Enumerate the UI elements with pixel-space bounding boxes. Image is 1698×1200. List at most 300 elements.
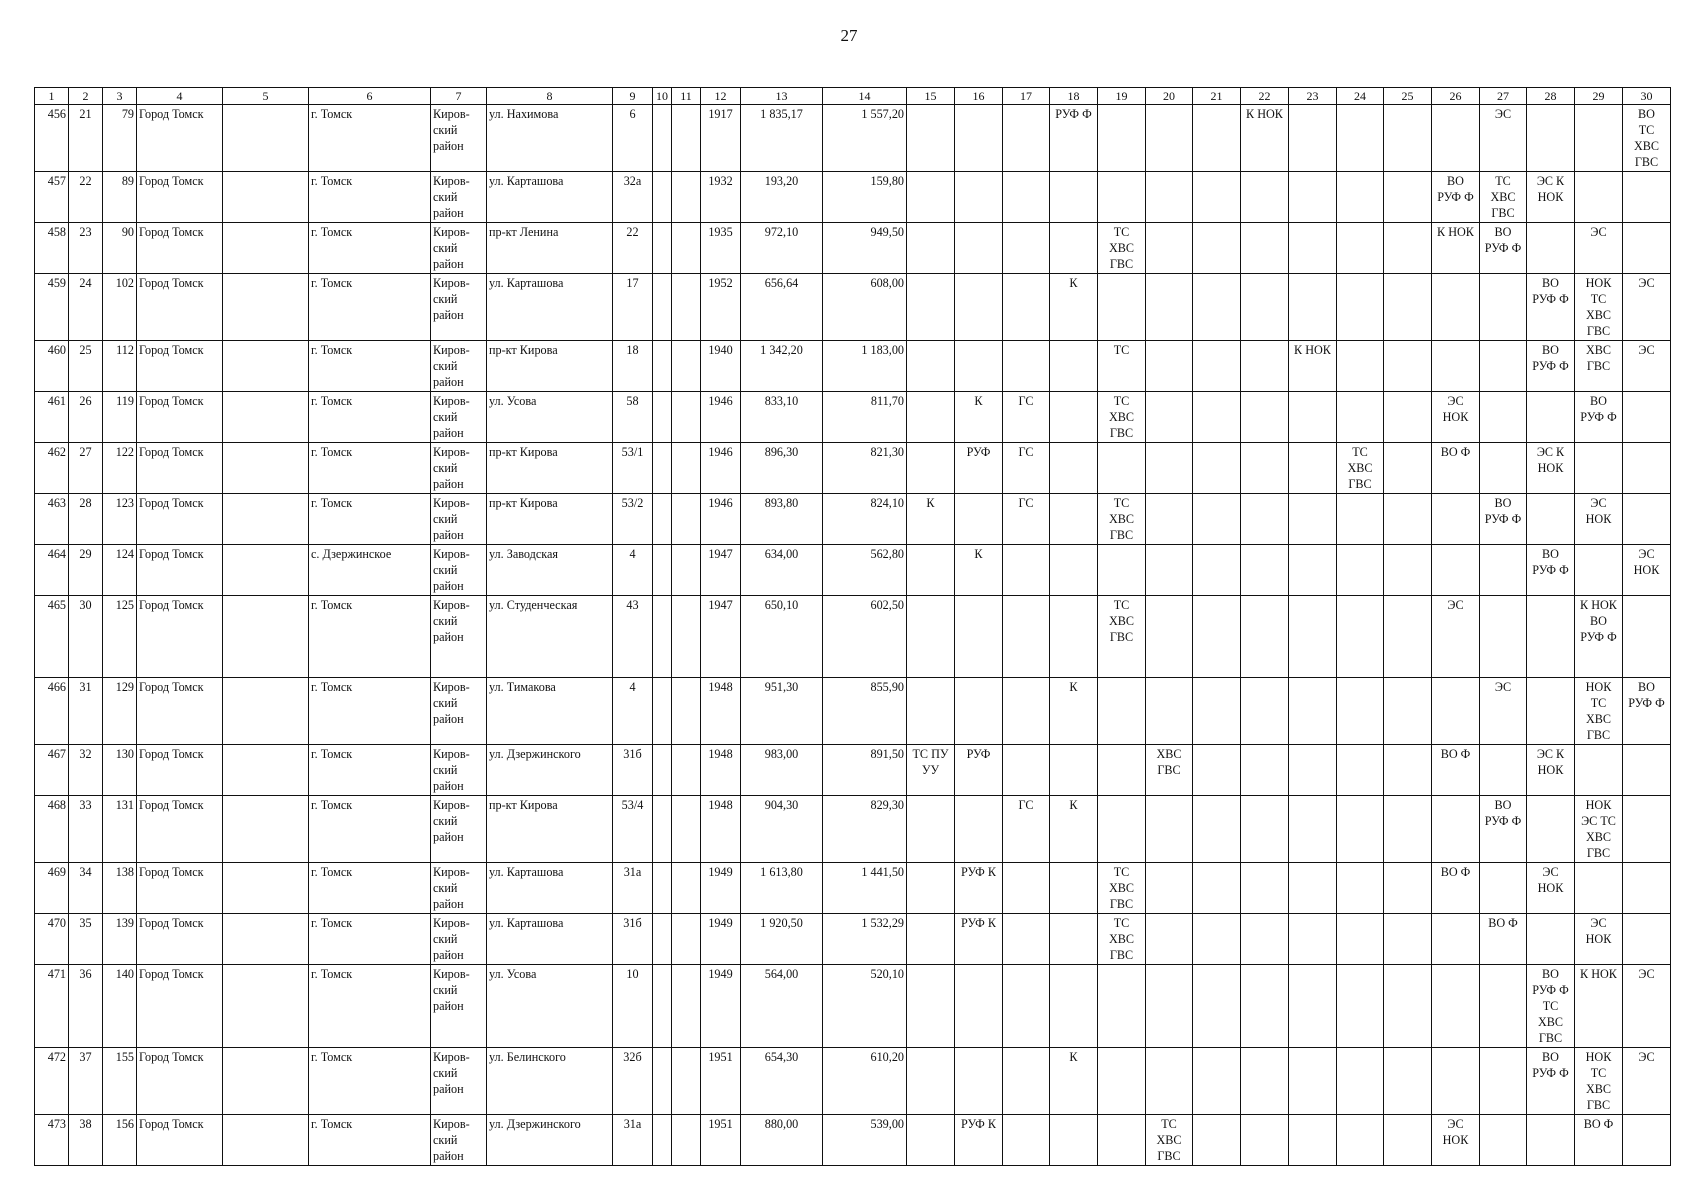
work-col-23-cell [1289,223,1337,274]
work-col-17-cell: ГС [1003,443,1050,494]
work-col-19-cell: ТС ХВС ГВС [1098,914,1146,965]
work-col-23-cell [1289,863,1337,914]
district-cell: Киров- ский район [431,965,487,1048]
municipality-cell: Город Томск [137,914,223,965]
work-col-29-cell [1575,545,1623,596]
work-col-16-cell [955,172,1003,223]
table-row [35,914,1671,965]
work-col-16-cell [955,796,1003,863]
total-area-cell: 1 342,20 [741,341,823,392]
column-number-24: 24 [1337,88,1384,105]
work-col-21-cell [1193,172,1241,223]
work-col-23-cell [1289,596,1337,678]
column-number-10: 10 [653,88,672,105]
work-col-26-cell [1432,1048,1480,1115]
work-col-17-cell [1003,341,1050,392]
build-year-cell: 1946 [701,443,741,494]
col-11-cell [672,914,701,965]
work-col-26-cell [1432,678,1480,745]
work-col-18-cell: К [1050,1048,1098,1115]
work-col-22-cell [1241,796,1289,863]
work-col-26-cell [1432,105,1480,172]
work-col-23-cell [1289,796,1337,863]
work-col-29-cell [1575,863,1623,914]
column-number-1: 1 [35,88,69,105]
work-col-27-cell [1480,863,1527,914]
district-cell: Киров- ский район [431,745,487,796]
work-col-18-cell [1050,965,1098,1048]
sub-number-cell: 31 [69,678,103,745]
work-col-27-cell [1480,1048,1527,1115]
work-col-21-cell [1193,105,1241,172]
settlement-cell: г. Томск [309,1115,431,1166]
work-col-25-cell [1384,274,1432,341]
work-col-20-cell [1146,863,1193,914]
work-col-21-cell [1193,1048,1241,1115]
settlement-cell: г. Томск [309,796,431,863]
col-10-cell [653,678,672,745]
work-col-21-cell [1193,745,1241,796]
work-col-30-cell [1623,745,1671,796]
ref-number-cell: 102 [103,274,137,341]
row-number-cell: 464 [35,545,69,596]
street-cell: ул. Усова [487,392,613,443]
work-col-21-cell [1193,596,1241,678]
settlement-type-cell [223,796,309,863]
living-area-cell: 1 557,20 [823,105,907,172]
work-col-19-cell [1098,274,1146,341]
settlement-cell: с. Дзержинское [309,545,431,596]
table-row [35,745,1671,796]
column-number-20: 20 [1146,88,1193,105]
work-col-30-cell [1623,223,1671,274]
total-area-cell: 564,00 [741,965,823,1048]
column-number-7: 7 [431,88,487,105]
column-number-11: 11 [672,88,701,105]
work-col-20-cell [1146,392,1193,443]
district-cell: Киров- ский район [431,596,487,678]
table-row [35,796,1671,863]
work-col-20-cell [1146,914,1193,965]
house-number-cell: 53/1 [613,443,653,494]
living-area-cell: 1 532,29 [823,914,907,965]
work-col-30-cell: ЭС [1623,965,1671,1048]
house-number-cell: 4 [613,678,653,745]
work-col-27-cell: ЭС [1480,678,1527,745]
work-col-24-cell: ТС ХВС ГВС [1337,443,1384,494]
work-col-30-cell: ЭС [1623,341,1671,392]
col-10-cell [653,172,672,223]
column-number-9: 9 [613,88,653,105]
street-cell: ул. Карташова [487,914,613,965]
settlement-type-cell [223,105,309,172]
col-11-cell [672,223,701,274]
work-col-15-cell [907,965,955,1048]
work-col-20-cell [1146,223,1193,274]
column-number-26: 26 [1432,88,1480,105]
work-col-27-cell: ВО Ф [1480,914,1527,965]
col-11-cell [672,965,701,1048]
work-col-25-cell [1384,494,1432,545]
col-11-cell [672,494,701,545]
work-col-16-cell [955,223,1003,274]
total-area-cell: 983,00 [741,745,823,796]
living-area-cell: 539,00 [823,1115,907,1166]
sub-number-cell: 22 [69,172,103,223]
work-col-17-cell [1003,105,1050,172]
work-col-15-cell [907,274,955,341]
work-col-17-cell [1003,863,1050,914]
living-area-cell: 891,50 [823,745,907,796]
column-number-16: 16 [955,88,1003,105]
work-col-25-cell [1384,965,1432,1048]
work-col-28-cell [1527,914,1575,965]
house-number-cell: 31а [613,1115,653,1166]
col-11-cell [672,1115,701,1166]
work-col-30-cell [1623,172,1671,223]
work-col-30-cell [1623,1115,1671,1166]
settlement-cell: г. Томск [309,274,431,341]
total-area-cell: 904,30 [741,796,823,863]
ref-number-cell: 130 [103,745,137,796]
ref-number-cell: 124 [103,545,137,596]
settlement-cell: г. Томск [309,914,431,965]
work-col-25-cell [1384,545,1432,596]
living-area-cell: 610,20 [823,1048,907,1115]
sub-number-cell: 25 [69,341,103,392]
work-col-21-cell [1193,1115,1241,1166]
district-cell: Киров- ский район [431,443,487,494]
work-col-21-cell [1193,965,1241,1048]
work-col-23-cell [1289,965,1337,1048]
work-col-20-cell [1146,172,1193,223]
work-col-20-cell [1146,678,1193,745]
build-year-cell: 1951 [701,1048,741,1115]
column-number-28: 28 [1527,88,1575,105]
work-col-16-cell [955,596,1003,678]
work-col-21-cell [1193,796,1241,863]
work-col-28-cell: ВО РУФ Ф [1527,341,1575,392]
work-col-17-cell [1003,914,1050,965]
table-row [35,965,1671,1048]
street-cell: ул. Тимакова [487,678,613,745]
column-number-15: 15 [907,88,955,105]
ref-number-cell: 122 [103,443,137,494]
work-col-22-cell [1241,172,1289,223]
work-col-24-cell [1337,341,1384,392]
work-col-18-cell: К [1050,796,1098,863]
work-col-24-cell [1337,596,1384,678]
work-col-17-cell: ГС [1003,796,1050,863]
living-area-cell: 949,50 [823,223,907,274]
column-number-17: 17 [1003,88,1050,105]
district-cell: Киров- ский район [431,545,487,596]
col-10-cell [653,796,672,863]
living-area-cell: 602,50 [823,596,907,678]
work-col-27-cell: ВО РУФ Ф [1480,796,1527,863]
table-row [35,392,1671,443]
house-number-cell: 53/2 [613,494,653,545]
municipality-cell: Город Томск [137,796,223,863]
work-col-16-cell [955,494,1003,545]
work-col-22-cell [1241,596,1289,678]
ref-number-cell: 125 [103,596,137,678]
work-col-26-cell [1432,796,1480,863]
register-body [35,105,1671,1166]
work-col-24-cell [1337,172,1384,223]
district-cell: Киров- ский район [431,494,487,545]
table-row [35,596,1671,678]
total-area-cell: 634,00 [741,545,823,596]
table-row [35,274,1671,341]
work-col-18-cell [1050,914,1098,965]
house-number-cell: 22 [613,223,653,274]
col-10-cell [653,443,672,494]
sub-number-cell: 34 [69,863,103,914]
ref-number-cell: 79 [103,105,137,172]
work-col-17-cell [1003,678,1050,745]
ref-number-cell: 112 [103,341,137,392]
work-col-25-cell [1384,341,1432,392]
col-11-cell [672,1048,701,1115]
total-area-cell: 1 613,80 [741,863,823,914]
work-col-26-cell: К НОК [1432,223,1480,274]
work-col-27-cell [1480,745,1527,796]
table-row [35,678,1671,745]
work-col-21-cell [1193,223,1241,274]
work-col-28-cell [1527,223,1575,274]
work-col-20-cell: ХВС ГВС [1146,745,1193,796]
district-cell: Киров- ский район [431,1115,487,1166]
build-year-cell: 1946 [701,392,741,443]
work-col-28-cell: ЭС К НОК [1527,172,1575,223]
house-number-cell: 32а [613,172,653,223]
col-11-cell [672,596,701,678]
work-col-25-cell [1384,443,1432,494]
work-col-29-cell: НОК ЭС ТС ХВС ГВС [1575,796,1623,863]
work-col-28-cell: ЭС К НОК [1527,443,1575,494]
work-col-16-cell [955,105,1003,172]
work-col-18-cell [1050,172,1098,223]
work-col-24-cell [1337,678,1384,745]
work-col-18-cell: РУФ Ф [1050,105,1098,172]
settlement-cell: г. Томск [309,1048,431,1115]
municipality-cell: Город Томск [137,105,223,172]
row-number-cell: 473 [35,1115,69,1166]
build-year-cell: 1932 [701,172,741,223]
work-col-25-cell [1384,223,1432,274]
col-10-cell [653,863,672,914]
work-col-15-cell: ТС ПУ УУ [907,745,955,796]
work-col-21-cell [1193,274,1241,341]
total-area-cell: 972,10 [741,223,823,274]
col-10-cell [653,914,672,965]
build-year-cell: 1917 [701,105,741,172]
work-col-27-cell [1480,596,1527,678]
municipality-cell: Город Томск [137,172,223,223]
col-11-cell [672,863,701,914]
district-cell: Киров- ский район [431,678,487,745]
work-col-22-cell [1241,678,1289,745]
table-row [35,443,1671,494]
work-col-23-cell [1289,1115,1337,1166]
work-col-23-cell [1289,1048,1337,1115]
work-col-18-cell [1050,596,1098,678]
settlement-cell: г. Томск [309,965,431,1048]
total-area-cell: 1 835,17 [741,105,823,172]
work-col-27-cell [1480,1115,1527,1166]
table-row [35,545,1671,596]
col-11-cell [672,105,701,172]
work-col-22-cell [1241,274,1289,341]
row-number-cell: 472 [35,1048,69,1115]
work-col-22-cell [1241,494,1289,545]
work-col-21-cell [1193,863,1241,914]
col-11-cell [672,274,701,341]
work-col-22-cell [1241,443,1289,494]
street-cell: ул. Студенческая [487,596,613,678]
col-10-cell [653,545,672,596]
work-col-22-cell: К НОК [1241,105,1289,172]
work-col-15-cell [907,1115,955,1166]
ref-number-cell: 138 [103,863,137,914]
district-cell: Киров- ский район [431,863,487,914]
sub-number-cell: 38 [69,1115,103,1166]
work-col-24-cell [1337,796,1384,863]
house-number-cell: 17 [613,274,653,341]
sub-number-cell: 23 [69,223,103,274]
work-col-21-cell [1193,494,1241,545]
work-col-30-cell: ЭС [1623,274,1671,341]
col-10-cell [653,223,672,274]
settlement-cell: г. Томск [309,494,431,545]
work-col-18-cell: К [1050,274,1098,341]
district-cell: Киров- ский район [431,274,487,341]
col-10-cell [653,596,672,678]
settlement-cell: г. Томск [309,105,431,172]
street-cell: ул. Нахимова [487,105,613,172]
total-area-cell: 193,20 [741,172,823,223]
settlement-type-cell [223,1048,309,1115]
row-number-cell: 460 [35,341,69,392]
district-cell: Киров- ский район [431,223,487,274]
work-col-22-cell [1241,745,1289,796]
living-area-cell: 855,90 [823,678,907,745]
work-col-18-cell [1050,745,1098,796]
work-col-21-cell [1193,545,1241,596]
row-number-cell: 469 [35,863,69,914]
col-11-cell [672,745,701,796]
work-col-26-cell [1432,494,1480,545]
settlement-cell: г. Томск [309,392,431,443]
row-number-cell: 465 [35,596,69,678]
work-col-26-cell: ВО Ф [1432,443,1480,494]
work-col-19-cell [1098,105,1146,172]
housing-register-table [34,87,1671,1166]
work-col-29-cell: ВО РУФ Ф [1575,392,1623,443]
build-year-cell: 1947 [701,596,741,678]
build-year-cell: 1952 [701,274,741,341]
house-number-cell: 53/4 [613,796,653,863]
build-year-cell: 1940 [701,341,741,392]
living-area-cell: 811,70 [823,392,907,443]
work-col-17-cell [1003,596,1050,678]
sub-number-cell: 24 [69,274,103,341]
sub-number-cell: 30 [69,596,103,678]
total-area-cell: 893,80 [741,494,823,545]
settlement-type-cell [223,965,309,1048]
settlement-cell: г. Томск [309,863,431,914]
row-number-cell: 468 [35,796,69,863]
ref-number-cell: 90 [103,223,137,274]
row-number-cell: 462 [35,443,69,494]
row-number-cell: 466 [35,678,69,745]
work-col-26-cell: ВО Ф [1432,745,1480,796]
settlement-type-cell [223,443,309,494]
work-col-20-cell [1146,545,1193,596]
work-col-24-cell [1337,223,1384,274]
municipality-cell: Город Томск [137,863,223,914]
work-col-29-cell: ЭС [1575,223,1623,274]
col-11-cell [672,392,701,443]
street-cell: пр-кт Кирова [487,341,613,392]
work-col-27-cell: ВО РУФ Ф [1480,494,1527,545]
living-area-cell: 159,80 [823,172,907,223]
col-11-cell [672,443,701,494]
district-cell: Киров- ский район [431,1048,487,1115]
municipality-cell: Город Томск [137,494,223,545]
work-col-17-cell [1003,274,1050,341]
municipality-cell: Город Томск [137,596,223,678]
work-col-19-cell: ТС ХВС ГВС [1098,223,1146,274]
work-col-16-cell [955,274,1003,341]
column-number-row [35,88,1671,105]
build-year-cell: 1947 [701,545,741,596]
work-col-30-cell [1623,863,1671,914]
col-10-cell [653,494,672,545]
work-col-26-cell: ВО РУФ Ф [1432,172,1480,223]
street-cell: ул. Заводская [487,545,613,596]
work-col-22-cell [1241,965,1289,1048]
build-year-cell: 1949 [701,914,741,965]
work-col-16-cell [955,965,1003,1048]
sub-number-cell: 33 [69,796,103,863]
row-number-cell: 458 [35,223,69,274]
house-number-cell: 6 [613,105,653,172]
house-number-cell: 43 [613,596,653,678]
municipality-cell: Город Томск [137,443,223,494]
work-col-18-cell: К [1050,678,1098,745]
work-col-19-cell: ТС ХВС ГВС [1098,863,1146,914]
work-col-20-cell [1146,274,1193,341]
work-col-30-cell: ВО РУФ Ф [1623,678,1671,745]
work-col-15-cell [907,105,955,172]
work-col-28-cell: ВО РУФ Ф [1527,1048,1575,1115]
street-cell: ул. Белинского [487,1048,613,1115]
work-col-28-cell [1527,1115,1575,1166]
column-number-12: 12 [701,88,741,105]
col-10-cell [653,274,672,341]
sub-number-cell: 26 [69,392,103,443]
settlement-cell: г. Томск [309,596,431,678]
municipality-cell: Город Томск [137,223,223,274]
ref-number-cell: 156 [103,1115,137,1166]
living-area-cell: 608,00 [823,274,907,341]
district-cell: Киров- ский район [431,341,487,392]
work-col-28-cell [1527,796,1575,863]
settlement-cell: г. Томск [309,172,431,223]
work-col-27-cell [1480,545,1527,596]
